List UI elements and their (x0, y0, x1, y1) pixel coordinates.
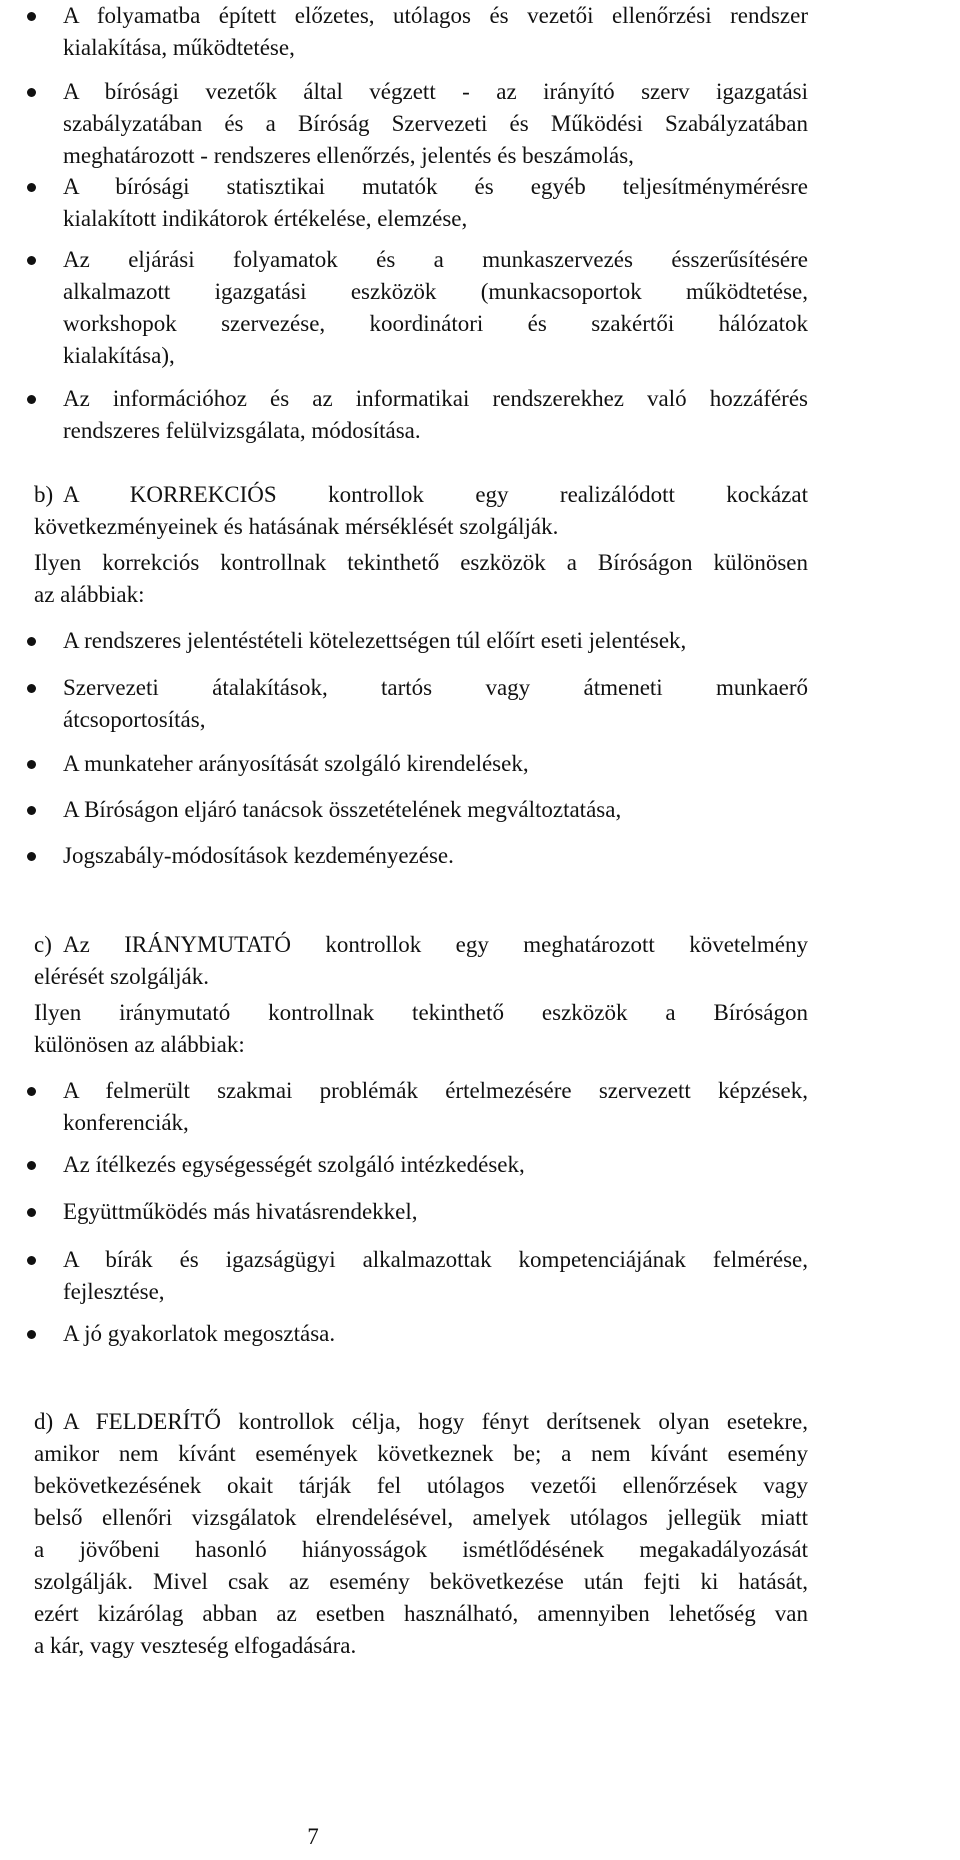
bullet-icon (27, 684, 36, 693)
text-line: átcsoportosítás, (63, 707, 206, 732)
list-item (63, 794, 808, 826)
text-line: kialakítása, működtetése, (63, 35, 295, 60)
bullet-icon (27, 1161, 36, 1170)
text-line: az alábbiak: (34, 582, 145, 607)
section-intro (63, 929, 808, 961)
text-line: A munkateher arányosítását szolgáló kirendelések, (63, 751, 529, 776)
text-line: Az eljárási folyamatok és a munkaszervezés ésszerűsítésére (63, 247, 808, 272)
page-number: 7 (307, 1824, 319, 1849)
section-first-line (63, 1406, 808, 1438)
list-item (63, 244, 808, 372)
text-line: workshopok szervezése, koordinátori és szakértői hálózatok (63, 311, 808, 336)
text-line: A Bíróságon eljáró tanácsok összetételének megváltoztatása, (63, 797, 622, 822)
bullet-icon (27, 760, 36, 769)
text-line: A jó gyakorlatok megosztása. (63, 1321, 336, 1346)
list-item (63, 625, 808, 657)
bullet-icon (27, 1087, 36, 1096)
text-line: Ilyen korrekciós kontrollnak tekinthető eszközök a Bíróságon különösen (34, 550, 808, 575)
text-line: Ilyen iránymutató kontrollnak tekinthető eszközök a Bíróságon (34, 1000, 808, 1025)
list-item (63, 1196, 808, 1228)
text-line: A rendszeres jelentéstételi kötelezettségen túl előírt eseti jelentések, (63, 628, 687, 653)
list-item (63, 1149, 808, 1181)
text-line: bekövetkezésének okait tárják fel utólagos vezetői ellenőrzések vagy (34, 1473, 808, 1498)
section-paragraph (34, 1438, 808, 1662)
list-item (63, 76, 808, 172)
bullet-icon (27, 183, 36, 192)
text-line: A bírósági statisztikai mutatók és egyéb teljesítménymérésre (63, 174, 808, 199)
bullet-icon (27, 12, 36, 21)
text-line: szolgálják. Mivel csak az esemény bekövetkezése után fejti ki hatását, (34, 1569, 808, 1594)
text-line: kialakított indikátorok értékelése, elemzése, (63, 206, 468, 231)
text-line: belső ellenőri vizsgálatok elrendelésével, amelyek utólagos jellegük miatt (34, 1505, 808, 1530)
list-item (63, 383, 808, 447)
list-item (63, 840, 808, 872)
section-lead (34, 547, 808, 611)
list-item (63, 672, 808, 736)
bullet-icon (27, 1330, 36, 1339)
text-line: Az IRÁNYMUTATÓ kontrollok egy meghatározott követelmény (63, 932, 808, 957)
text-line: kialakítása), (63, 343, 175, 368)
text-line: fejlesztése, (63, 1279, 165, 1304)
bullet-icon (27, 256, 36, 265)
section-marker: d) (34, 1409, 54, 1434)
bullet-icon (27, 637, 36, 646)
list-item (63, 1075, 808, 1139)
bullet-icon (27, 806, 36, 815)
text-line: Az ítélkezés egységességét szolgáló intézkedések, (63, 1152, 525, 1177)
text-line: Jogszabály-módosítások kezdeményezése. (63, 843, 454, 868)
list-item (63, 1244, 808, 1308)
text-line: alkalmazott igazgatási eszközök (munkacsoportok működtetése, (63, 279, 808, 304)
text-line: A KORREKCIÓS kontrollok egy realizálódott kockázat (63, 482, 808, 507)
bullet-icon (27, 395, 36, 404)
text-line: következményeinek és hatásának mérséklését szolgálják. (34, 514, 559, 539)
section-marker: c) (34, 932, 52, 957)
text-line: amikor nem kívánt események következnek be; a nem kívánt esemény (34, 1441, 808, 1466)
bullet-icon (27, 1208, 36, 1217)
section-marker: b) (34, 482, 54, 507)
section-intro-continued (34, 961, 808, 993)
list-item (63, 1318, 808, 1350)
section-intro (63, 479, 808, 511)
text-line: A bírósági vezetők által végzett - az irányító szerv igazgatási (63, 79, 808, 104)
text-line: elérését szolgálják. (34, 964, 209, 989)
text-line: A bírák és igazságügyi alkalmazottak kompetenciájának felmérése, (63, 1247, 808, 1272)
text-line: Szervezeti átalakítások, tartós vagy átmeneti munkaerő (63, 675, 808, 700)
text-line: rendszeres felülvizsgálata, módosítása. (63, 418, 421, 443)
list-item (63, 171, 808, 235)
text-line: Az információhoz és az informatikai rendszerekhez való hozzáférés (63, 386, 808, 411)
text-line: A FELDERÍTŐ kontrollok célja, hogy fényt derítsenek olyan esetekre, (63, 1409, 808, 1434)
text-line: A folyamatba épített előzetes, utólagos és vezetői ellenőrzési rendszer (63, 3, 808, 28)
list-item (63, 0, 808, 64)
list-item (63, 748, 808, 780)
text-line: ezért kizárólag abban az esetben használható, amennyiben lehetőség van (34, 1601, 808, 1626)
bullet-icon (27, 1256, 36, 1265)
text-line: különösen az alábbiak: (34, 1032, 245, 1057)
section-lead (34, 997, 808, 1061)
text-line: a jövőbeni hasonló hiányosságok ismétlődésének megakadályozását (34, 1537, 808, 1562)
text-line: a kár, vagy veszteség elfogadására. (34, 1633, 357, 1658)
bullet-icon (27, 852, 36, 861)
text-line: Együttműködés más hivatásrendekkel, (63, 1199, 418, 1224)
text-line: meghatározott - rendszeres ellenőrzés, jelentés és beszámolás, (63, 143, 634, 168)
text-line: szabályzatában és a Bíróság Szervezeti és Működési Szabályzatában (63, 111, 808, 136)
text-line: konferenciák, (63, 1110, 189, 1135)
bullet-icon (27, 88, 36, 97)
text-line: A felmerült szakmai problémák értelmezésére szervezett képzések, (63, 1078, 808, 1103)
section-intro-continued (34, 511, 808, 543)
